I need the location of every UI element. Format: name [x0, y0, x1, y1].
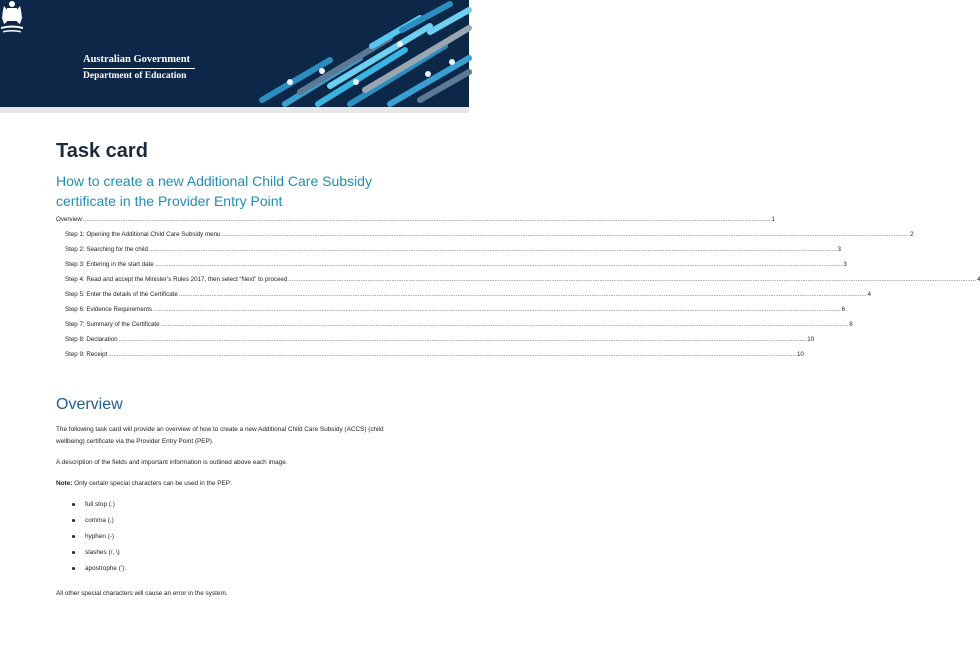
toc-entry[interactable] [56, 276, 980, 291]
toc-entry[interactable] [56, 231, 914, 246]
toc-leader-dots: ................................................................................................................................................................................................................................................................................................................................................................................................................ [154, 261, 843, 268]
toc-leader-dots: ................................................................................................................................................................................................................................................................................................................................................................................................................ [108, 351, 796, 358]
toc-leader-dots: ................................................................................................................................................................................................................................................................................................................................................................................................................ [82, 216, 771, 223]
list-item-text: slashes (/, \) [85, 548, 120, 556]
toc-leader-dots: ................................................................................................................................................................................................................................................................................................................................................................................................................ [148, 246, 837, 253]
bullet-icon [72, 567, 75, 570]
table-of-contents [56, 216, 980, 366]
toc-entry[interactable] [56, 261, 847, 276]
special-characters-list [72, 496, 126, 576]
list-item [72, 544, 126, 560]
gov-line2: Department of Education [83, 71, 187, 81]
toc-entry[interactable] [56, 216, 775, 231]
toc-entry-label: Step 7: Summary of the Certificate [65, 321, 160, 328]
toc-entry[interactable] [56, 246, 841, 261]
toc-entry[interactable] [56, 291, 871, 306]
toc-leader-dots: ................................................................................................................................................................................................................................................................................................................................................................................................................ [118, 336, 807, 343]
toc-entry[interactable] [56, 336, 815, 351]
bullet-icon [72, 503, 75, 506]
toc-entry[interactable] [56, 351, 804, 366]
page-subtitle: How to create a new Additional Child Care Subsidy certificate in the Provider Entry Point [56, 173, 372, 209]
toc-entry-page: 3 [843, 261, 847, 268]
toc-entry-page: 4 [867, 291, 871, 298]
toc-entry-page: 10 [796, 351, 804, 358]
note-text: Only certain special characters can be used in the PEP: [72, 480, 232, 487]
bullet-icon [72, 519, 75, 522]
toc-entry-page: 8 [849, 321, 853, 328]
toc-entry-label: Step 8: Declaration [65, 336, 118, 343]
list-item-text: apostrophe (’). [85, 564, 127, 572]
toc-leader-dots: ................................................................................................................................................................................................................................................................................................................................................................................................................ [160, 321, 849, 328]
overview-heading: Overview [56, 396, 123, 413]
toc-entry-label: Step 9: Receipt [65, 351, 108, 358]
list-item [72, 512, 126, 528]
toc-leader-dots: ................................................................................................................................................................................................................................................................................................................................................................................................................ [178, 291, 867, 298]
decorative-stripes [0, 0, 469, 107]
toc-entry-label: Step 3: Entering in the start date [65, 261, 154, 268]
toc-entry-page: 3 [837, 246, 841, 253]
toc-entry[interactable] [56, 306, 846, 321]
logo-divider [83, 68, 195, 69]
toc-leader-dots: ................................................................................................................................................................................................................................................................................................................................................................................................................ [153, 306, 841, 313]
toc-entry-page: 2 [910, 231, 914, 238]
toc-entry-label: Overview [56, 216, 82, 223]
list-item [72, 560, 126, 576]
toc-entry-page: 10 [807, 336, 815, 343]
toc-entry-label: Step 4: Read and accept the Minister’s Rules 2017, then select “Next” to proceed [65, 276, 288, 283]
list-item [72, 496, 126, 512]
overview-paragraph-1: The following task card will provide an overview of how to create a new Additional Child Care Subsidy (ACCS) (child wellbeing) certificate via the Provider Entry Point (PEP). [56, 426, 384, 445]
toc-entry-page: 4 [976, 276, 980, 283]
toc-leader-dots: ................................................................................................................................................................................................................................................................................................................................................................................................................ [288, 276, 976, 283]
header-separator [0, 107, 469, 113]
note-paragraph [56, 478, 396, 490]
toc-entry-page: 6 [841, 306, 846, 313]
coat-of-arms-icon [0, 0, 24, 34]
list-item-text: comma (,) [85, 516, 114, 524]
list-item-text: hyphen (-) [85, 532, 115, 540]
list-item [72, 528, 126, 544]
header-banner [0, 0, 469, 107]
page-title: Task card [56, 140, 148, 162]
toc-entry-page: 1 [771, 216, 775, 223]
note-label: Note: [56, 480, 73, 487]
toc-entry-label: Step 6: Evidence Requirements [65, 306, 153, 313]
government-logo-text [83, 54, 195, 82]
toc-entry-label: Step 2: Searching for the child [65, 246, 148, 253]
toc-entry-label: Step 5: Enter the details of the Certificate [65, 291, 178, 298]
bullet-icon [72, 535, 75, 538]
toc-entry-label: Step 1: Opening the Additional Child Care Subsidy menu [65, 231, 221, 238]
overview-paragraph-2: A description of the fields and important information is outlined above each image. [56, 459, 288, 466]
bullet-icon [72, 551, 75, 554]
toc-leader-dots: ................................................................................................................................................................................................................................................................................................................................................................................................................ [221, 231, 910, 238]
gov-line1: Australian Government [83, 54, 191, 65]
list-item-text: full stop (.) [85, 500, 115, 508]
toc-entry[interactable] [56, 321, 853, 336]
overview-paragraph-3: All other special characters will cause an error in the system. [56, 590, 228, 597]
